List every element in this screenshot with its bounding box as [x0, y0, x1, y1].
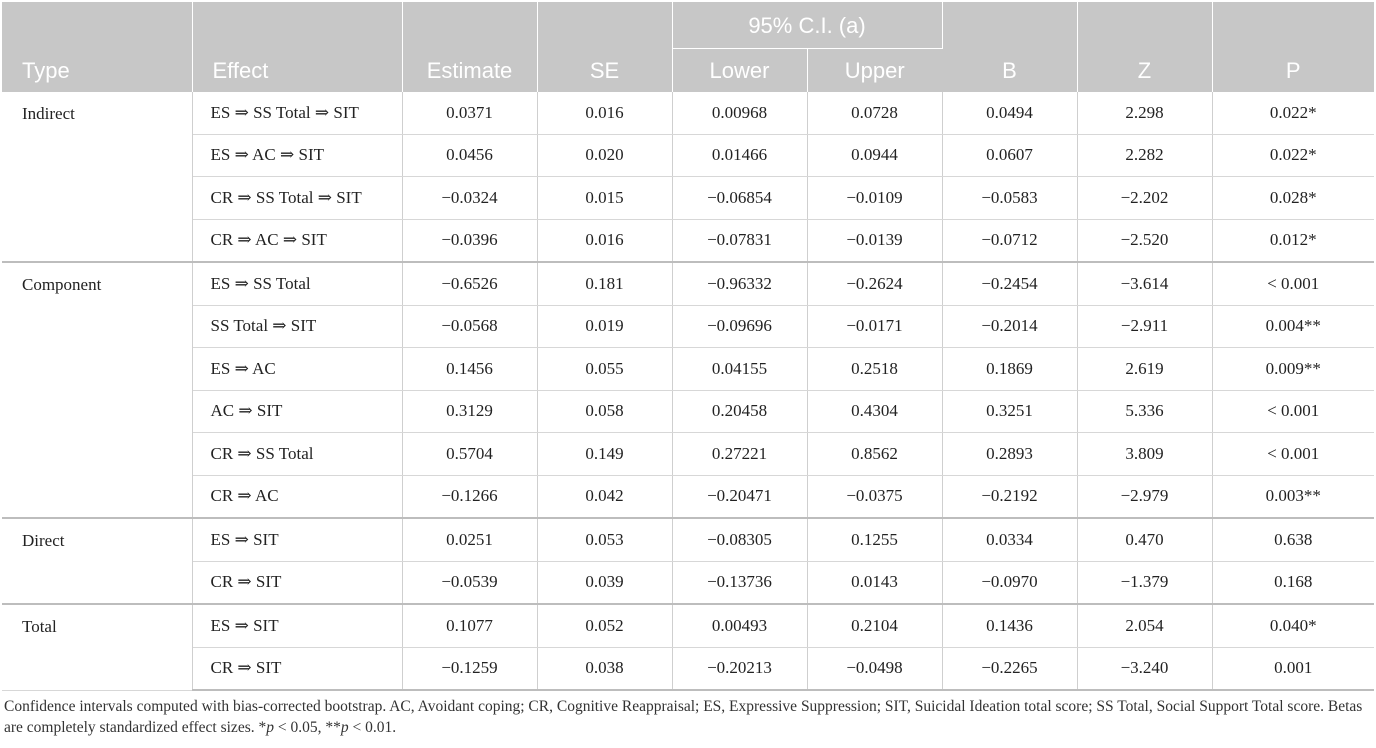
b-cell: −0.2265 — [942, 647, 1077, 690]
table-row — [2, 518, 1374, 561]
upper-cell: 0.4304 — [807, 390, 942, 433]
effect-cell: CR ⇒ SIT — [192, 561, 402, 604]
upper-cell: −0.2624 — [807, 262, 942, 305]
se-cell: 0.016 — [537, 219, 672, 262]
z-cell: 2.054 — [1077, 604, 1212, 647]
p-cell: 0.040* — [1212, 604, 1374, 647]
upper-cell: 0.1255 — [807, 518, 942, 561]
z-cell: −3.614 — [1077, 262, 1212, 305]
table-row — [2, 647, 1374, 690]
lower-cell: −0.13736 — [672, 561, 807, 604]
b-cell: 0.0494 — [942, 92, 1077, 134]
header-effect: Effect — [192, 2, 402, 92]
b-cell: −0.2014 — [942, 305, 1077, 348]
z-cell: −2.911 — [1077, 305, 1212, 348]
b-cell: 0.2893 — [942, 433, 1077, 476]
table-row — [2, 433, 1374, 476]
table-row — [2, 219, 1374, 262]
z-cell: 2.619 — [1077, 348, 1212, 391]
z-cell: 3.809 — [1077, 433, 1212, 476]
estimate-cell: −0.0396 — [402, 219, 537, 262]
se-cell: 0.039 — [537, 561, 672, 604]
upper-cell: −0.0171 — [807, 305, 942, 348]
lower-cell: −0.20213 — [672, 647, 807, 690]
upper-cell: −0.0109 — [807, 177, 942, 220]
header-lower: Lower — [672, 49, 807, 93]
estimate-cell: −0.6526 — [402, 262, 537, 305]
estimate-cell: 0.1077 — [402, 604, 537, 647]
upper-cell: 0.0728 — [807, 92, 942, 134]
table-row — [2, 390, 1374, 433]
type-cell: Component — [2, 262, 192, 518]
se-cell: 0.058 — [537, 390, 672, 433]
z-cell: 0.470 — [1077, 518, 1212, 561]
p-cell: < 0.001 — [1212, 390, 1374, 433]
b-cell: 0.1869 — [942, 348, 1077, 391]
table-row — [2, 348, 1374, 391]
b-cell: −0.2454 — [942, 262, 1077, 305]
z-cell: 2.298 — [1077, 92, 1212, 134]
lower-cell: −0.07831 — [672, 219, 807, 262]
upper-cell: 0.2104 — [807, 604, 942, 647]
effect-cell: AC ⇒ SIT — [192, 390, 402, 433]
se-cell: 0.038 — [537, 647, 672, 690]
estimate-cell: 0.1456 — [402, 348, 537, 391]
upper-cell: 0.2518 — [807, 348, 942, 391]
effect-cell: SS Total ⇒ SIT — [192, 305, 402, 348]
table-row — [2, 134, 1374, 177]
p-cell: 0.009** — [1212, 348, 1374, 391]
type-cell: Indirect — [2, 92, 192, 262]
header-p: P — [1212, 2, 1374, 92]
effect-cell: ES ⇒ AC ⇒ SIT — [192, 134, 402, 177]
b-cell: −0.0970 — [942, 561, 1077, 604]
p-cell: 0.001 — [1212, 647, 1374, 690]
table-body — [2, 92, 1374, 690]
header-se: SE — [537, 2, 672, 92]
upper-cell: −0.0375 — [807, 475, 942, 518]
z-cell: 5.336 — [1077, 390, 1212, 433]
footnote-p-symbol: p — [266, 719, 274, 736]
table-row — [2, 262, 1374, 305]
footnote-p-symbol: p — [340, 719, 349, 736]
b-cell: 0.0334 — [942, 518, 1077, 561]
se-cell: 0.019 — [537, 305, 672, 348]
table-header — [2, 2, 1374, 92]
se-cell: 0.053 — [537, 518, 672, 561]
estimate-cell: 0.0251 — [402, 518, 537, 561]
lower-cell: −0.06854 — [672, 177, 807, 220]
se-cell: 0.149 — [537, 433, 672, 476]
estimate-cell: 0.5704 — [402, 433, 537, 476]
upper-cell: −0.0498 — [807, 647, 942, 690]
footnote-threshold-2: < 0.01. — [348, 719, 397, 736]
lower-cell: 0.20458 — [672, 390, 807, 433]
p-cell: 0.168 — [1212, 561, 1374, 604]
header-estimate: Estimate — [402, 2, 537, 92]
p-cell: 0.004** — [1212, 305, 1374, 348]
lower-cell: 0.01466 — [672, 134, 807, 177]
z-cell: −2.979 — [1077, 475, 1212, 518]
z-cell: −1.379 — [1077, 561, 1212, 604]
p-cell: 0.012* — [1212, 219, 1374, 262]
z-cell: −2.202 — [1077, 177, 1212, 220]
upper-cell: 0.0143 — [807, 561, 942, 604]
p-cell: 0.022* — [1212, 134, 1374, 177]
type-cell: Direct — [2, 518, 192, 604]
table-row — [2, 305, 1374, 348]
se-cell: 0.181 — [537, 262, 672, 305]
estimate-cell: 0.0371 — [402, 92, 537, 134]
b-cell: 0.0607 — [942, 134, 1077, 177]
lower-cell: 0.27221 — [672, 433, 807, 476]
b-cell: −0.0583 — [942, 177, 1077, 220]
estimate-cell: −0.0324 — [402, 177, 537, 220]
se-cell: 0.042 — [537, 475, 672, 518]
se-cell: 0.015 — [537, 177, 672, 220]
upper-cell: −0.0139 — [807, 219, 942, 262]
footnote-line1: Confidence intervals computed with bias-corrected bootstrap. AC, Avoidant coping; CR, Cognitive Reappraisal; ES, Expressive Suppression; SIT, Suicidal Ideation total score; SS Total, Social — [4, 698, 1196, 715]
p-cell: 0.003** — [1212, 475, 1374, 518]
header-upper: Upper — [807, 49, 942, 93]
b-cell: 0.1436 — [942, 604, 1077, 647]
upper-cell: 0.0944 — [807, 134, 942, 177]
table-row — [2, 177, 1374, 220]
effect-cell: ES ⇒ SS Total ⇒ SIT — [192, 92, 402, 134]
effect-cell: CR ⇒ SS Total — [192, 433, 402, 476]
table-row — [2, 475, 1374, 518]
effect-cell: CR ⇒ SIT — [192, 647, 402, 690]
b-cell: 0.3251 — [942, 390, 1077, 433]
se-cell: 0.055 — [537, 348, 672, 391]
p-cell: 0.638 — [1212, 518, 1374, 561]
lower-cell: −0.09696 — [672, 305, 807, 348]
z-cell: 2.282 — [1077, 134, 1212, 177]
estimate-cell: 0.3129 — [402, 390, 537, 433]
b-cell: −0.0712 — [942, 219, 1077, 262]
lower-cell: 0.00968 — [672, 92, 807, 134]
table-row — [2, 92, 1374, 134]
table-row — [2, 604, 1374, 647]
mediation-table — [2, 2, 1374, 691]
estimate-cell: −0.0539 — [402, 561, 537, 604]
effect-cell: ES ⇒ SIT — [192, 604, 402, 647]
upper-cell: 0.8562 — [807, 433, 942, 476]
table-footnote — [4, 696, 1372, 738]
z-cell: −2.520 — [1077, 219, 1212, 262]
se-cell: 0.020 — [537, 134, 672, 177]
effect-cell: CR ⇒ AC — [192, 475, 402, 518]
effect-cell: ES ⇒ SS Total — [192, 262, 402, 305]
effect-cell: CR ⇒ AC ⇒ SIT — [192, 219, 402, 262]
z-cell: −3.240 — [1077, 647, 1212, 690]
p-cell: 0.028* — [1212, 177, 1374, 220]
b-cell: −0.2192 — [942, 475, 1077, 518]
estimate-cell: 0.0456 — [402, 134, 537, 177]
header-type: Type — [2, 2, 192, 92]
lower-cell: −0.08305 — [672, 518, 807, 561]
effect-cell: ES ⇒ AC — [192, 348, 402, 391]
estimate-cell: −0.1259 — [402, 647, 537, 690]
table-row — [2, 561, 1374, 604]
lower-cell: −0.20471 — [672, 475, 807, 518]
effect-cell: CR ⇒ SS Total ⇒ SIT — [192, 177, 402, 220]
lower-cell: 0.00493 — [672, 604, 807, 647]
se-cell: 0.052 — [537, 604, 672, 647]
se-cell: 0.016 — [537, 92, 672, 134]
footnote-threshold-1: < 0.05, ** — [273, 719, 341, 736]
p-cell: < 0.001 — [1212, 262, 1374, 305]
footnote-line2: Support Total score. Betas are completely standardized effect sizes. * — [4, 698, 1363, 736]
estimate-cell: −0.0568 — [402, 305, 537, 348]
p-cell: < 0.001 — [1212, 433, 1374, 476]
lower-cell: −0.96332 — [672, 262, 807, 305]
header-z: Z — [1077, 2, 1212, 92]
lower-cell: 0.04155 — [672, 348, 807, 391]
estimate-cell: −0.1266 — [402, 475, 537, 518]
header-ci: 95% C.I. (a) — [672, 2, 942, 49]
p-cell: 0.022* — [1212, 92, 1374, 134]
header-b: B — [942, 2, 1077, 92]
effect-cell: ES ⇒ SIT — [192, 518, 402, 561]
type-cell: Total — [2, 604, 192, 690]
